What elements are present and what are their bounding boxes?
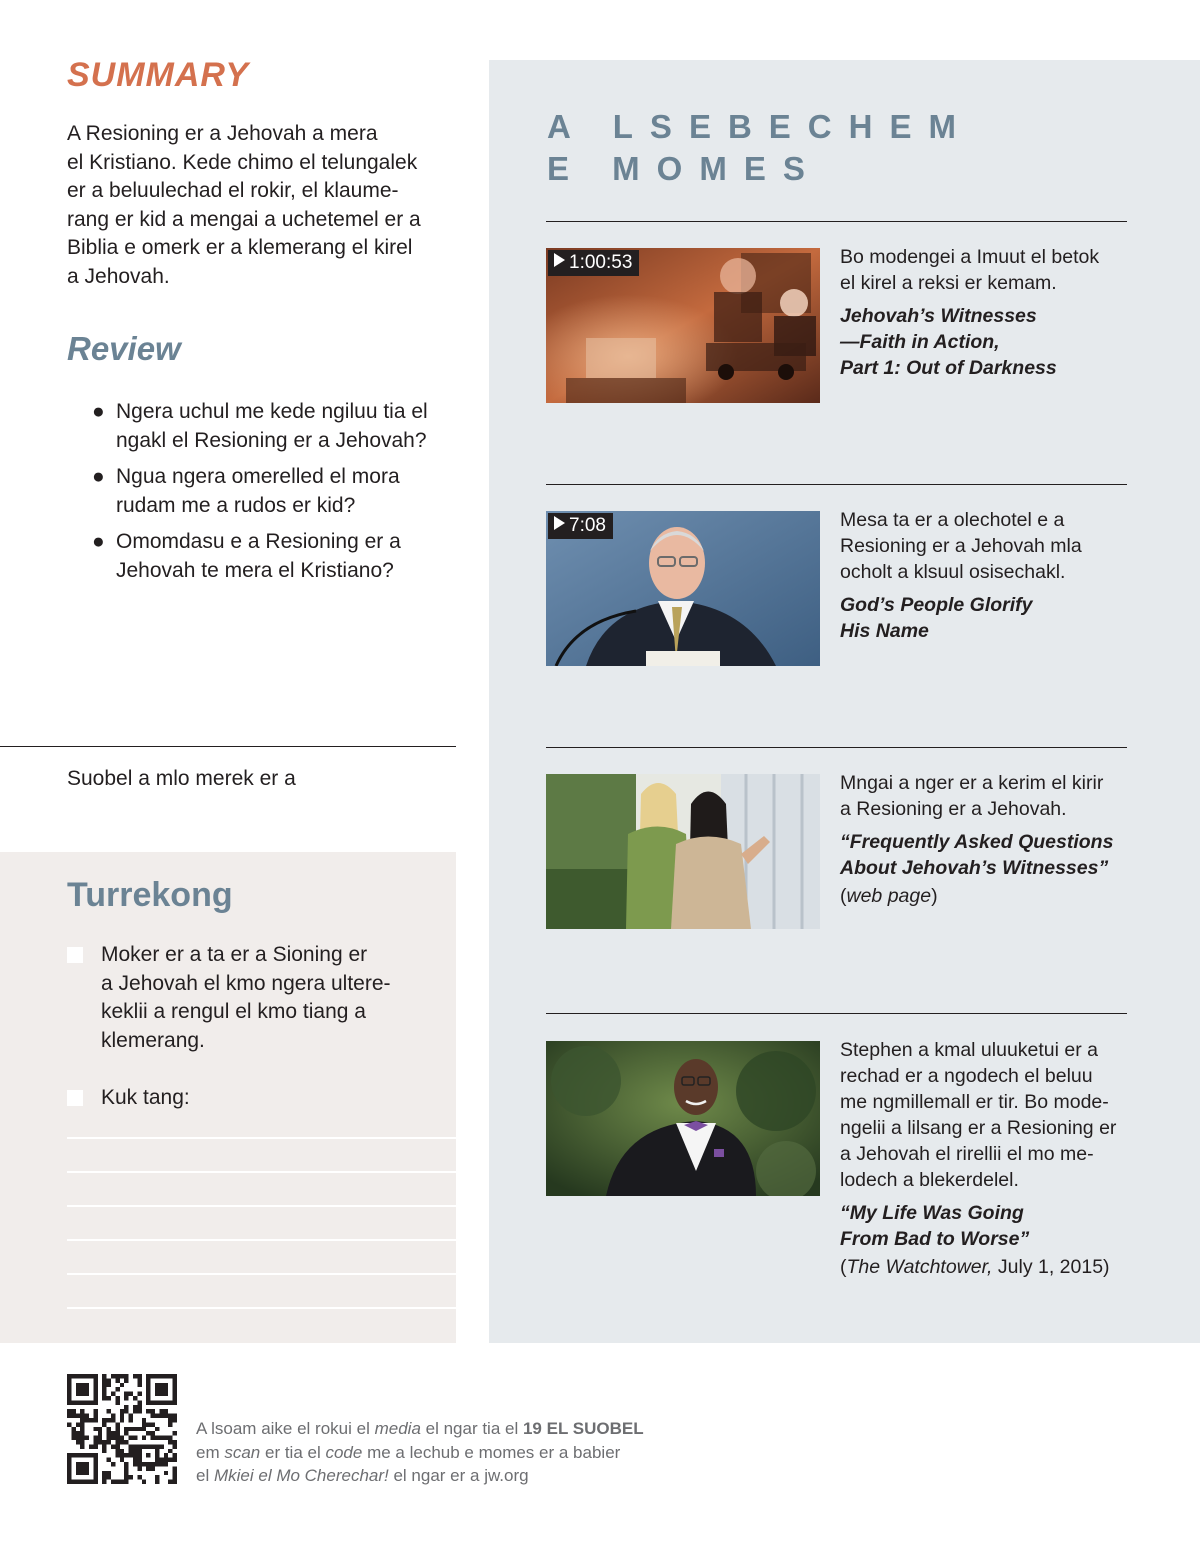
divider xyxy=(546,1013,1127,1014)
source-type: web page xyxy=(846,885,932,907)
checklist-item[interactable] xyxy=(67,1084,437,1113)
description-line: me ngmillemall er tir. Bo mode- xyxy=(840,1091,1109,1113)
turrekong-title: Turrekong xyxy=(67,876,233,914)
video-thumbnail[interactable] xyxy=(546,248,820,403)
source-open: ( xyxy=(840,1256,847,1278)
summary-text xyxy=(67,120,462,291)
summary-line: A Resioning er a Jehovah a mera xyxy=(67,122,378,145)
duration-text: 7:08 xyxy=(569,515,606,536)
qr-code-icon[interactable] xyxy=(67,1374,177,1484)
summary-line: a Jehovah. xyxy=(67,264,170,288)
checklist-line: Moker er a ta er a Sioning er xyxy=(101,943,368,966)
duration-text: 1:00:53 xyxy=(569,252,633,273)
description-line: ocholt a klsuul osisechakl. xyxy=(840,561,1066,583)
checklist-item[interactable] xyxy=(67,941,437,1055)
video-thumbnail[interactable] xyxy=(546,511,820,666)
article-thumbnail-image xyxy=(546,774,820,929)
footer-fragment: Mkiei el Mo Cherechar! xyxy=(213,1466,389,1485)
footer-line xyxy=(196,1464,736,1488)
media-source xyxy=(840,1254,1132,1280)
title-line: “My Life Was Going xyxy=(840,1202,1024,1224)
description-line: Mngai a nger er a kerim el kirir xyxy=(840,772,1104,794)
play-icon xyxy=(554,516,565,530)
footer-fragment: el ngar tia el xyxy=(420,1419,523,1438)
footer-line xyxy=(196,1441,736,1465)
writing-line[interactable] xyxy=(67,1239,456,1241)
writing-line[interactable] xyxy=(67,1273,456,1275)
footer-fragment: em xyxy=(196,1442,225,1462)
writing-line[interactable] xyxy=(67,1137,456,1139)
description-line: ngelii a lilsang er a Resioning er xyxy=(840,1117,1117,1139)
summary-line: rang er kid a mengai a uchetemel er a xyxy=(67,207,421,231)
media-title[interactable] xyxy=(840,1200,1132,1252)
description-line: Stephen a kmal uluuketui er a xyxy=(840,1039,1098,1061)
review-item xyxy=(92,398,462,455)
media-description xyxy=(840,244,1132,381)
media-source xyxy=(840,883,1132,909)
checklist-line: keklii a rengul el kmo tiang a xyxy=(101,1000,366,1023)
footer-fragment: 19 EL SUOBEL xyxy=(522,1419,644,1438)
footer-note xyxy=(196,1417,736,1488)
review-item xyxy=(92,528,462,585)
summary-line: el Kristiano. Kede chimo el telungalek xyxy=(67,150,418,174)
description-line: Resioning er a Jehovah mla xyxy=(840,535,1082,557)
checklist-line: a Jehovah el kmo ngera ultere- xyxy=(101,971,391,995)
title-line: “Frequently Asked Questions xyxy=(840,831,1114,853)
review-line: Omomdasu e a Resioning er a xyxy=(116,530,401,553)
play-icon xyxy=(554,253,565,267)
checklist-line: klemerang. xyxy=(101,1028,205,1052)
divider xyxy=(0,746,456,747)
writing-line[interactable] xyxy=(67,1307,456,1309)
footer-line xyxy=(196,1417,736,1441)
footer-fragment: me a lechub e momes er a babier xyxy=(362,1442,621,1462)
footer-fragment: el xyxy=(196,1466,214,1485)
article-thumbnail-image xyxy=(546,1041,820,1196)
media-title[interactable] xyxy=(840,303,1132,381)
summary-line: er a beluulechad el rokir, el klaume- xyxy=(67,179,399,202)
source-type: The Watchtower, xyxy=(846,1256,993,1278)
title-line: Part 1: Out of Darkness xyxy=(840,357,1057,379)
review-line: ngakl el Resioning er a Jehovah? xyxy=(116,428,427,452)
media-description xyxy=(840,507,1132,644)
title-line: A LSEBECHEM xyxy=(547,108,973,145)
checkbox-icon[interactable] xyxy=(67,947,83,963)
description-line: lodech a blekerdelel. xyxy=(840,1169,1019,1191)
footer-fragment: A lsoam aike el rokui el xyxy=(196,1419,375,1438)
review-item xyxy=(92,463,462,520)
source-close: ) xyxy=(931,885,938,907)
checklist-line: Kuk tang: xyxy=(101,1086,190,1109)
description-line: Mesa ta er a olechotel e a xyxy=(840,509,1065,531)
description-line: a Jehovah el rirellii el mo me- xyxy=(840,1143,1094,1165)
bullet-icon: ● xyxy=(92,530,105,553)
media-title[interactable] xyxy=(840,592,1132,644)
review-line: Jehovah te mera el Kristiano? xyxy=(116,558,394,582)
writing-line[interactable] xyxy=(67,1205,456,1207)
divider xyxy=(546,484,1127,485)
bullet-icon: ● xyxy=(92,400,105,423)
title-line: From Bad to Worse” xyxy=(840,1228,1030,1250)
media-panel-title xyxy=(547,106,973,190)
title-line: God’s People Glorify xyxy=(840,594,1033,616)
title-line: About Jehovah’s Witnesses” xyxy=(840,857,1109,879)
divider xyxy=(546,747,1127,748)
source-open: ( xyxy=(840,885,847,907)
article-thumbnail[interactable] xyxy=(546,1041,820,1196)
title-line: Jehovah’s Witnesses xyxy=(840,305,1037,327)
review-line: Ngera uchul me kede ngiluu tia el xyxy=(116,400,428,423)
video-duration xyxy=(548,513,613,539)
media-description xyxy=(840,1037,1132,1280)
description-line: rechad er a ngodech el beluu xyxy=(840,1065,1093,1087)
title-line: E MOMES xyxy=(547,150,822,187)
source-close: July 1, 2015) xyxy=(992,1256,1110,1278)
media-title[interactable] xyxy=(840,829,1132,881)
title-line: —Faith in Action, xyxy=(840,331,1000,353)
review-title: Review xyxy=(67,330,181,367)
bullet-icon: ● xyxy=(92,465,105,488)
video-duration xyxy=(548,250,639,276)
review-list xyxy=(92,398,462,593)
writing-line[interactable] xyxy=(67,1171,456,1173)
divider xyxy=(546,221,1127,222)
review-line: Ngua ngera omerelled el mora xyxy=(116,465,400,488)
footer-fragment: scan xyxy=(224,1442,261,1462)
review-line: rudam me a rudos er kid? xyxy=(116,493,356,517)
title-line: His Name xyxy=(840,620,929,642)
article-thumbnail[interactable] xyxy=(546,774,820,929)
suobel-text: Suobel a mlo merek er a xyxy=(67,767,296,790)
description-line: el kirel a reksi er kemam. xyxy=(840,272,1057,294)
description-line: Bo modengei a Imuut el betok xyxy=(840,246,1100,268)
qr-code-image xyxy=(67,1374,177,1484)
footer-fragment: el ngar er a jw.org xyxy=(388,1466,529,1485)
footer-fragment: er tia el xyxy=(260,1442,326,1462)
description-line: a Resioning er a Jehovah. xyxy=(840,798,1067,820)
summary-title: SUMMARY xyxy=(67,56,250,94)
media-description xyxy=(840,770,1132,909)
footer-fragment: code xyxy=(325,1442,363,1462)
footer-fragment: media xyxy=(374,1419,421,1438)
checkbox-icon[interactable] xyxy=(67,1090,83,1106)
summary-line: Biblia e omerk er a klemerang el kirel xyxy=(67,236,413,259)
